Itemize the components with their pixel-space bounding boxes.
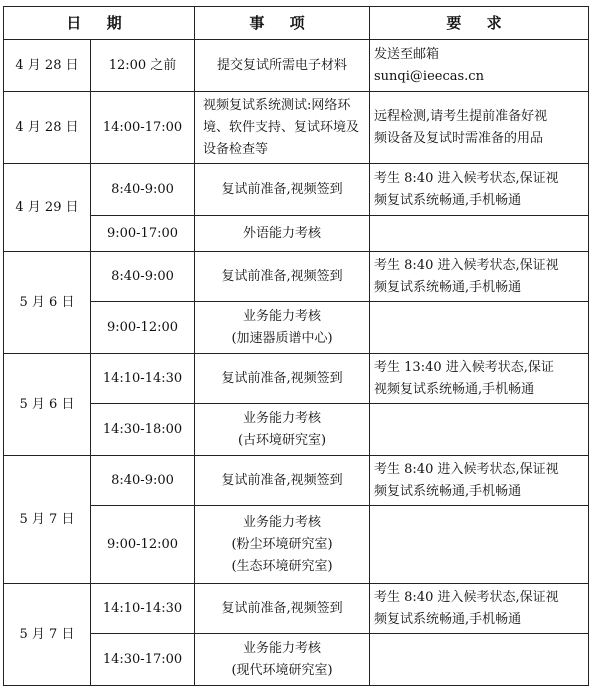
item-line: (粉尘环境研究室): [231, 536, 333, 552]
header-requirement: 要 求: [370, 7, 589, 40]
time-cell: 9:00-12:00: [91, 302, 195, 354]
date-cell: 5 月 6 日: [4, 252, 91, 354]
table-row: [4, 92, 589, 164]
header-date: 日 期: [4, 7, 195, 40]
requirement-line: 频复试系统畅通,手机畅通: [374, 192, 522, 208]
table-row: [4, 456, 589, 506]
item-cell: 复试前准备,视频签到: [195, 164, 370, 216]
time-cell: 14:10-14:30: [91, 354, 195, 404]
table-row: [4, 216, 589, 252]
requirement-line: 考生 8:40 进入候考状态,保证视: [374, 589, 559, 605]
time-cell: 14:30-18:00: [91, 404, 195, 456]
item-line: (现代环境研究室): [231, 662, 333, 678]
item-line: 境、软件支持、复试环境及: [203, 119, 360, 135]
table-row: [4, 404, 589, 456]
date-cell: 5 月 7 日: [4, 456, 91, 584]
time-cell: 9:00-12:00: [91, 506, 195, 584]
requirement-line: 考生 8:40 进入候考状态,保证视: [374, 461, 559, 477]
table-row: [4, 506, 589, 584]
requirement-cell: [370, 456, 589, 506]
requirement-cell: [370, 164, 589, 216]
item-cell: 提交复试所需电子材料: [195, 40, 370, 92]
header-item: 事 项: [195, 7, 370, 40]
requirement-line: 频设备及复试时需准备的用品: [374, 130, 544, 146]
requirement-cell-empty: [370, 506, 589, 584]
time-cell: 14:30-17:00: [91, 634, 195, 686]
time-cell: 14:10-14:30: [91, 584, 195, 634]
item-cell: [195, 302, 370, 354]
table-row: [4, 164, 589, 216]
date-cell: 4 月 29 日: [4, 164, 91, 252]
table-row: [4, 252, 589, 302]
item-cell: [195, 404, 370, 456]
requirement-line: 发送至邮箱: [374, 46, 440, 62]
requirement-cell-empty: [370, 634, 589, 686]
schedule-table: [3, 6, 589, 686]
table-row: [4, 302, 589, 354]
item-cell: [195, 634, 370, 686]
requirement-cell: [370, 584, 589, 634]
item-cell: 复试前准备,视频签到: [195, 584, 370, 634]
requirement-line: 视频复试系统畅通,手机畅通: [374, 381, 535, 397]
time-cell: 14:00-17:00: [91, 92, 195, 164]
item-line: 业务能力考核: [243, 410, 322, 426]
requirement-cell-empty: [370, 404, 589, 456]
item-line: (生态环境研究室): [231, 558, 333, 574]
table-row: [4, 354, 589, 404]
requirement-line: 频复试系统畅通,手机畅通: [374, 611, 522, 627]
requirement-cell: [370, 92, 589, 164]
requirement-line: 频复试系统畅通,手机畅通: [374, 279, 522, 295]
requirement-cell-empty: [370, 216, 589, 252]
item-cell: [195, 506, 370, 584]
item-cell: 复试前准备,视频签到: [195, 354, 370, 404]
date-cell: 5 月 6 日: [4, 354, 91, 456]
table-row: [4, 40, 589, 92]
requirement-line: 频复试系统畅通,手机畅通: [374, 483, 522, 499]
item-cell: 外语能力考核: [195, 216, 370, 252]
requirement-line: 考生 8:40 进入候考状态,保证视: [374, 257, 559, 273]
item-cell: 复试前准备,视频签到: [195, 252, 370, 302]
requirement-line: 考生 8:40 进入候考状态,保证视: [374, 170, 559, 186]
date-cell: 4 月 28 日: [4, 92, 91, 164]
header-row: [4, 7, 589, 40]
table-row: [4, 634, 589, 686]
item-cell: [195, 92, 370, 164]
table-row: [4, 584, 589, 634]
requirement-cell: [370, 252, 589, 302]
time-cell: 8:40-9:00: [91, 252, 195, 302]
requirement-line: 考生 13:40 进入候考状态,保证: [374, 359, 554, 375]
item-cell: 复试前准备,视频签到: [195, 456, 370, 506]
item-line: 业务能力考核: [243, 308, 322, 324]
requirement-line: 远程检测,请考生提前准备好视: [374, 108, 548, 124]
requirement-cell-empty: [370, 302, 589, 354]
item-line: (古环境研究室): [237, 432, 327, 448]
time-cell: 12:00 之前: [91, 40, 195, 92]
item-line: 设备检查等: [203, 141, 269, 157]
item-line: (加速器质谱中心): [231, 330, 333, 346]
requirement-cell: [370, 40, 589, 92]
requirement-cell: [370, 354, 589, 404]
item-line: 视频复试系统测试:网络环: [203, 97, 351, 113]
item-line: 业务能力考核: [243, 514, 322, 530]
date-cell: 4 月 28 日: [4, 40, 91, 92]
time-cell: 8:40-9:00: [91, 164, 195, 216]
time-cell: 9:00-17:00: [91, 216, 195, 252]
item-line: 业务能力考核: [243, 640, 322, 656]
email-text: sunqi@ieecas.cn: [374, 68, 484, 84]
date-cell: 5 月 7 日: [4, 584, 91, 686]
time-cell: 8:40-9:00: [91, 456, 195, 506]
